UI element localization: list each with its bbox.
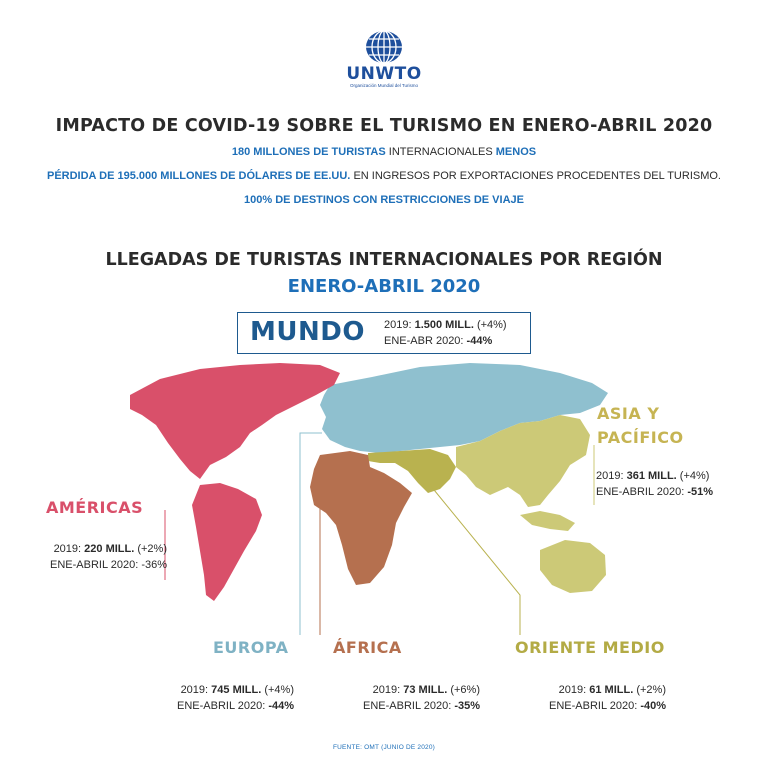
- section-subtitle: ENERO-ABRIL 2020: [287, 276, 481, 297]
- map-north-america: [130, 363, 340, 479]
- stat-tourists-highlight: 180 MILLONES DE TURISTAS: [231, 146, 386, 158]
- region-oriente-medio-name: ORIENTE MEDIO: [515, 638, 665, 657]
- unwto-logo: [344, 30, 424, 98]
- region-africa-stats: 2019: 73 MILL. (+6%) ENE-ABRIL 2020: -35%: [363, 684, 480, 712]
- map-australia: [540, 540, 606, 593]
- world-stats: [384, 317, 507, 349]
- world-summary-box: [237, 312, 531, 354]
- page-title: IMPACTO DE COVID-19 SOBRE EL TURISMO EN ENERO-ABRIL 2020: [55, 116, 713, 136]
- region-europa-stats: 2019: 745 MILL. (+4%) ENE-ABRIL 2020: -44%: [177, 684, 294, 712]
- world-label: MUNDO: [250, 317, 365, 347]
- logo-wordmark: UNWTO: [346, 64, 422, 84]
- logo-subtitle: Organización Mundial del Turismo: [349, 83, 419, 88]
- stat-revenue-highlight: PÉRDIDA DE 195.000 MILLONES DE DÓLARES DE EE.UU.: [46, 170, 351, 182]
- stat-revenue: [0, 170, 768, 182]
- source-note: FUENTE: OMT (JUNIO DE 2020): [332, 744, 436, 751]
- section-title: LLEGADAS DE TURISTAS INTERNACIONALES POR REGIÓN: [105, 250, 663, 270]
- stat-restrictions: [0, 194, 768, 206]
- stat-restrictions-highlight: 100% DE DESTINOS CON RESTRICCIONES DE VIAJE: [244, 194, 524, 206]
- map-south-america: [192, 483, 262, 601]
- world-stats-2019: 2019: 1.500 MILL. (+4%): [384, 319, 507, 331]
- globe-icon: [364, 30, 404, 64]
- region-americas-name: AMÉRICAS: [46, 498, 144, 517]
- connector-oriente: [430, 485, 520, 635]
- region-oriente-medio-stats: 2019: 61 MILL. (+2%) ENE-ABRIL 2020: -40%: [549, 684, 666, 712]
- map-africa: [310, 451, 412, 585]
- region-asia-stats: 2019: 361 MILL. (+4%) ENE-ABRIL 2020: -51%: [596, 470, 713, 498]
- region-asia-name: ASIA Y PACÍFICO: [597, 404, 684, 447]
- stat-tourists-text: INTERNACIONALES: [388, 146, 493, 158]
- stat-tourists: [0, 146, 768, 158]
- region-africa-name: ÁFRICA: [333, 638, 402, 657]
- region-europa-name: EUROPA: [213, 638, 289, 657]
- stat-revenue-text: EN INGRESOS POR EXPORTACIONES PROCEDENTES DEL TURISMO.: [353, 170, 721, 182]
- world-stats-2020: ENE-ABR 2020: -44%: [384, 335, 493, 347]
- stat-tourists-highlight-end: MENOS: [495, 146, 537, 158]
- map-southeast-asia: [520, 511, 575, 531]
- region-americas-stats: 2019: 220 MILL. (+2%) ENE-ABRIL 2020: -36%: [50, 543, 167, 571]
